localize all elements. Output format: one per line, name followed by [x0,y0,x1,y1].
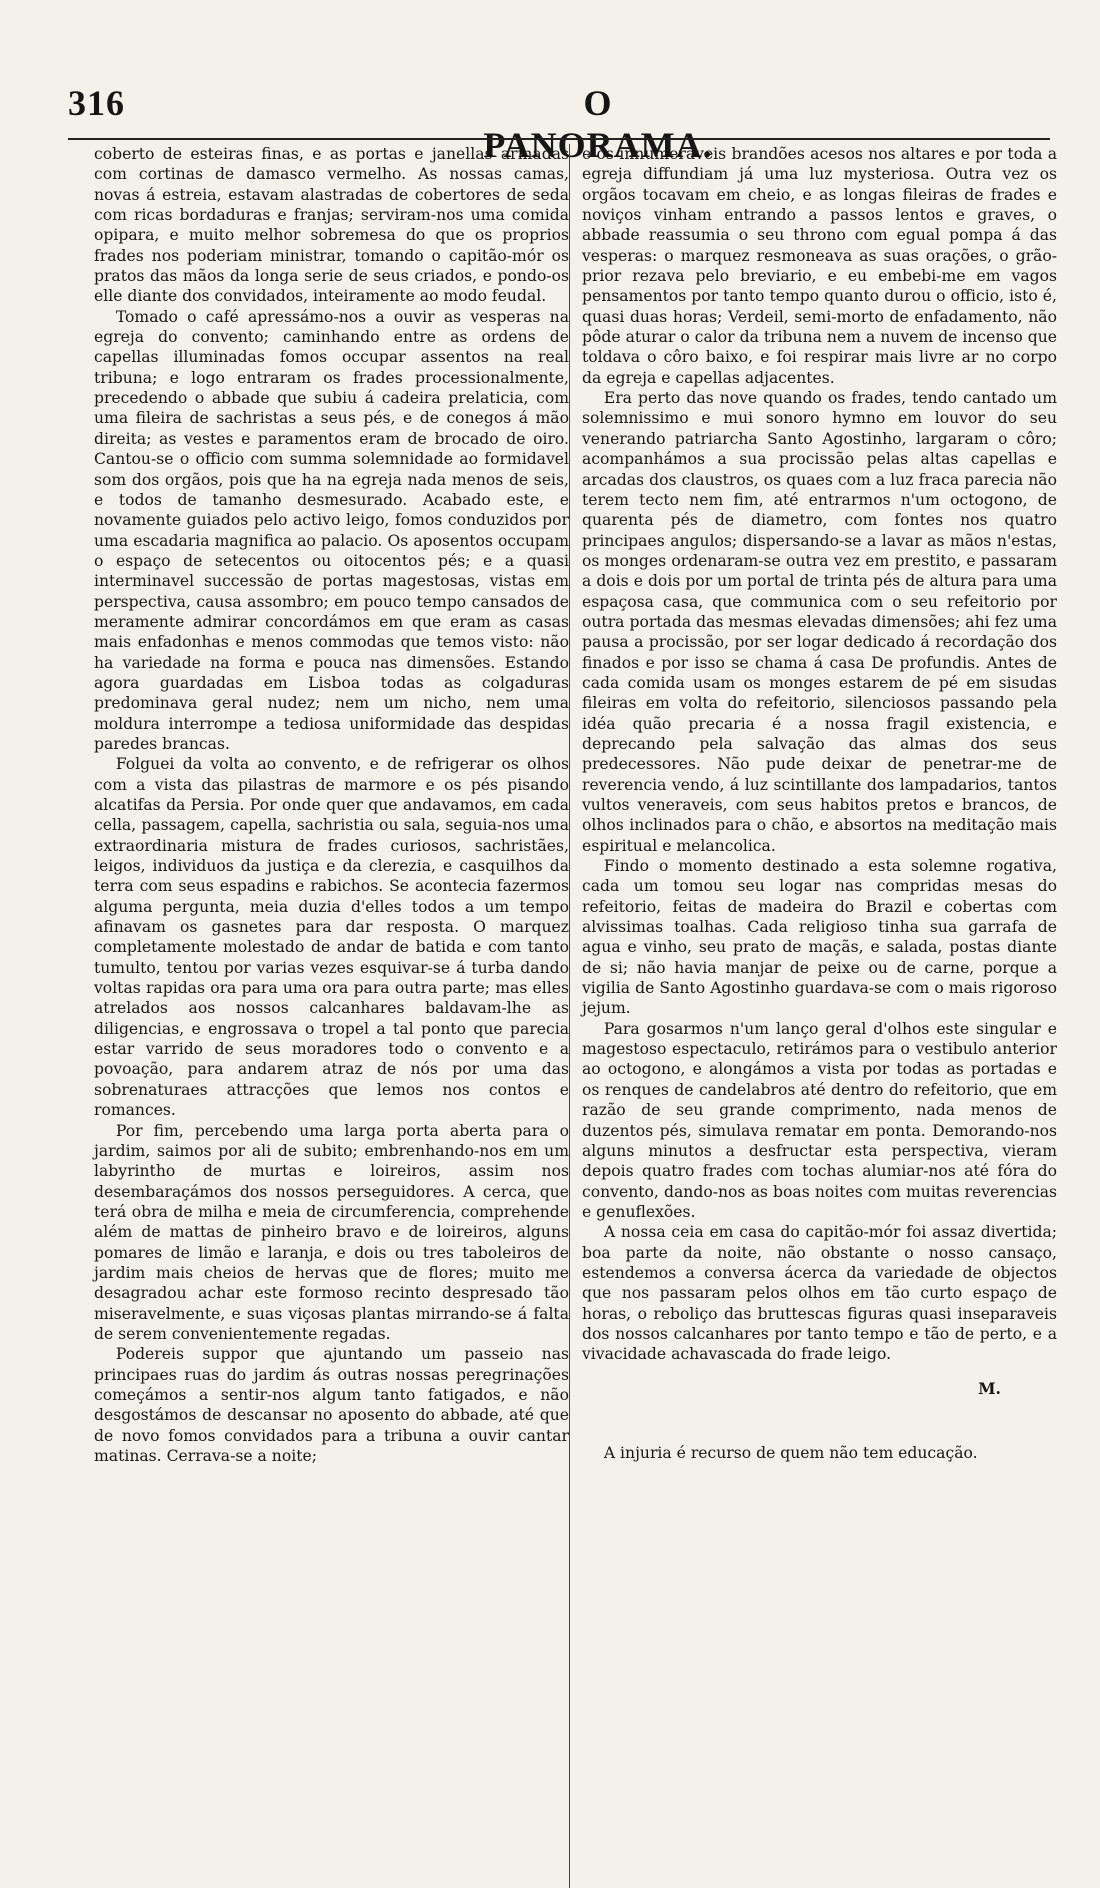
paragraph: Tomado o café apressámo-nos a ouvir as vesperas na egreja do convento; caminhando entre as ordens de capellas illuminadas fomos occupar assentos na real tribuna; e logo entraram os frades processionalmente, precedendo o abbade que subiu á cadeira prelaticia, com uma fileira de sachristas a seus pés, e de conegos á mão direita; as vestes e paramentos eram de brocado de oiro. Cantou-se o officio com summa solemnidade ao formidavel som dos orgãos, pois que ha na egreja nada menos de seis, e todos de tamanho desmesurado. Acabado este, e novamente guiados pelo activo leigo, fomos conduzidos por uma escadaria magnifica ao palacio. Os aposentos occupam o espaço de setecentos ou oitocentos pés; e a quasi interminavel successão de portas magestosas, vistas em perspectiva, causa assombro; em pouco tempo cansados de meramente admirar concordámos em que eram as casas mais enfadonhas e menos commodas que temos visto: não ha variedade na forma e pouca nas dimensões. Estando agora guardadas em Lisboa todas as colgaduras predominava geral nudez; nem um nicho, nem uma moldura interrompe a tediosa uniformidade das despidas paredes brancas. [94,307,569,753]
motto: A injuria é recurso de quem não tem educação. [603,1443,978,1462]
paragraph: Por fim, percebendo uma larga porta aberta para o jardim, saimos por ali de subito; embrenhando-nos em um labyrintho de murtas e loireiros, assim nos desembaraçámos dos nossos perseguidores. A cerca, que terá obra de milha e meia de circumferencia, comprehende além de mattas de pinheiro bravo e de loireiros, alguns pomares de limão e laranja, e dois ou tres taboleiros de jardim mais cheios de hervas que de flores; muito me desagradou achar este formoso recinto despresado tão miseravelmente, e suas viçosas plantas mirrando-se á falta de serem convenientemente regadas. [94,1121,569,1343]
paragraph: e os innumeraveis brandões acesos nos altares e por toda a egreja diffundiam já uma luz mysteriosa. Outra vez os orgãos tocavam em cheio, e as longas fileiras de frades e noviços vinham entrando a passos lentos e graves, o abbade reassumia o seu throno com egual pompa á das vesperas: o marquez resmoneava as suas orações, o grão-prior rezava pelo breviario, e eu embebi-me em vagos pensamentos por tanto tempo quanto durou o officio, isto é, quasi duas horas; Verdeil, semi-morto de enfadamento, não pôde aturar o calor da tribuna nem a nuvem de incenso que toldava o côro baixo, e foi respirar mais livre ar no corpo da egreja e capellas adjacentes. [582,145,1057,387]
paragraph: Folguei da volta ao convento, e de refrigerar os olhos com a vista das pilastras de marmore e os pés pisando alcatifas da Persia. Por onde quer que andavamos, em cada cella, passagem, capella, sachristia ou sala, seguia-nos uma extraordinaria mistura de frades curiosos, sachristães, leigos, individuos da justiça e da clerezia, e casquilhos da terra com seus espadins e rabichos. Se acontecia fazermos alguma pergunta, meia duzia d'elles todos a um tempo afinavam os gasnetes para dar resposta. O marquez completamente molestado de andar de batida e com tanto tumulto, tentou por varias vezes esquivar-se á turba dando voltas rapidas ora para uma ora para outra parte; mas elles atrelados aos nossos calcanhares baldavam-lhe as diligencias, e engrossava o tropel a tal ponto que parecia estar varrido de seus moradores todo o convento e a povoação, para andarem atraz de nós por uma das sobrenaturaes attracções que lemos nos contos e romances. [94,755,569,1120]
paragraph: A nossa ceia em casa do capitão-mór foi assaz divertida; boa parte da noite, não obstante o nosso cansaço, estendemos a conversa ácerca da variedade de objectos que nos passaram pelos olhos em tão curto espaço de horas, o reboliço das bruttescas figuras quasi inseparaveis dos nossos calcanhares por tanto tempo e tão de perto, e a vivacidade achavascada do frade leigo. [582,1223,1057,1364]
paragraph: coberto de esteiras finas, e as portas e janellas armadas com cortinas de damasco vermelho. As nossas camas, novas á estreia, estavam alastradas de cobertores de seda com ricas bordaduras e franjas; serviram-nos uma comida opipara, e muito melhor sobremesa do que os proprios frades nos poderiam ministrar, tomando o capitão-mór os pratos das mãos da longa serie de seus criados, e pondo-os elle diante dos convidados, inteiramente ao modo feudal. [94,145,569,306]
page-number: 316 [68,83,125,123]
header-rule [68,138,1050,140]
column-divider [569,144,570,1888]
left-column [94,144,569,1466]
paragraph: Era perto das nove quando os frades, tendo cantado um solemnissimo e mui sonoro hymno em louvor do seu venerando patriarcha Santo Agostinho, largaram o côro; acompanhámos a sua procissão pelas altas capellas e arcadas dos claustros, os quaes com a luz fraca parecia não terem tecto nem fim, até entrarmos n'um octogono, de quarenta pés de diametro, com fontes nos quatro principaes angulos; dispersando-se a lavar as mãos n'estas, os monges ordenaram-se outra vez em prestito, e passaram a dois e dois por um portal de trinta pés de altura para uma espaçosa casa, que communica com o seu refeitorio por outra portada das mesmas elevadas dimensões; ahi fez uma pausa a procissão, por ser logar dedicado á recordação dos finados e por isso se chama á casa De profundis. Antes de cada comida usam os monges estarem de pé em sisudas fileiras em volta do refeitorio, silenciosos passando pela idéa quão precaria é a nossa fragil existencia, e deprecando pela salvação das almas dos seus predecessores. Não pude deixar de penetrar-me de reverencia vendo, á luz scintillante dos lampadarios, tantos vultos veneraveis, com seus habitos pretos e brancos, de olhos inclinados para o chão, e absortos na meditação mais espiritual e melancolica. [582,389,1057,855]
right-column [582,144,1057,1463]
paragraph: Findo o momento destinado a esta solemne rogativa, cada um tomou seu logar nas compridas mesas do refeitorio, feitas de madeira do Brazil e cobertas com alvissimas toalhas. Cada religioso tinha sua garrafa de agua e vinho, seu prato de maçãs, e salada, postas diante de si; não havia manjar de peixe ou de carne, porque a vigilia de Santo Agostinho guardava-se com o mais rigoroso jejum. [582,857,1057,1018]
page-header [68,82,1048,165]
author-signature: M. [978,1378,1001,1398]
paragraph: Podereis suppor que ajuntando um passeio nas principaes ruas do jardim ás outras nossas peregrinações começámos a sentir-nos algum tanto fatigados, e não desgostámos de descansar no aposento do abbade, até que de novo fomos convidados para a tribuna a ouvir cantar matinas. Cerrava-se a noite; [94,1345,569,1465]
running-title: O PANORAMA. [483,83,713,165]
paragraph: Para gosarmos n'um lanço geral d'olhos este singular e magestoso espectaculo, retirámos para o vestibulo anterior ao octogono, e alongámos a vista por todas as portadas e os renques de candelabros até dentro do refeitorio, que em razão de seu grande comprimento, nada menos de duzentos pés, simulava rematar em ponta. Demorando-nos alguns minutos a desfructar esta perspectiva, vieram depois quatro frades com tochas alumiar-nos até fóra do convento, dando-nos as boas noites com muitas reverencias e genuflexões. [582,1019,1057,1221]
